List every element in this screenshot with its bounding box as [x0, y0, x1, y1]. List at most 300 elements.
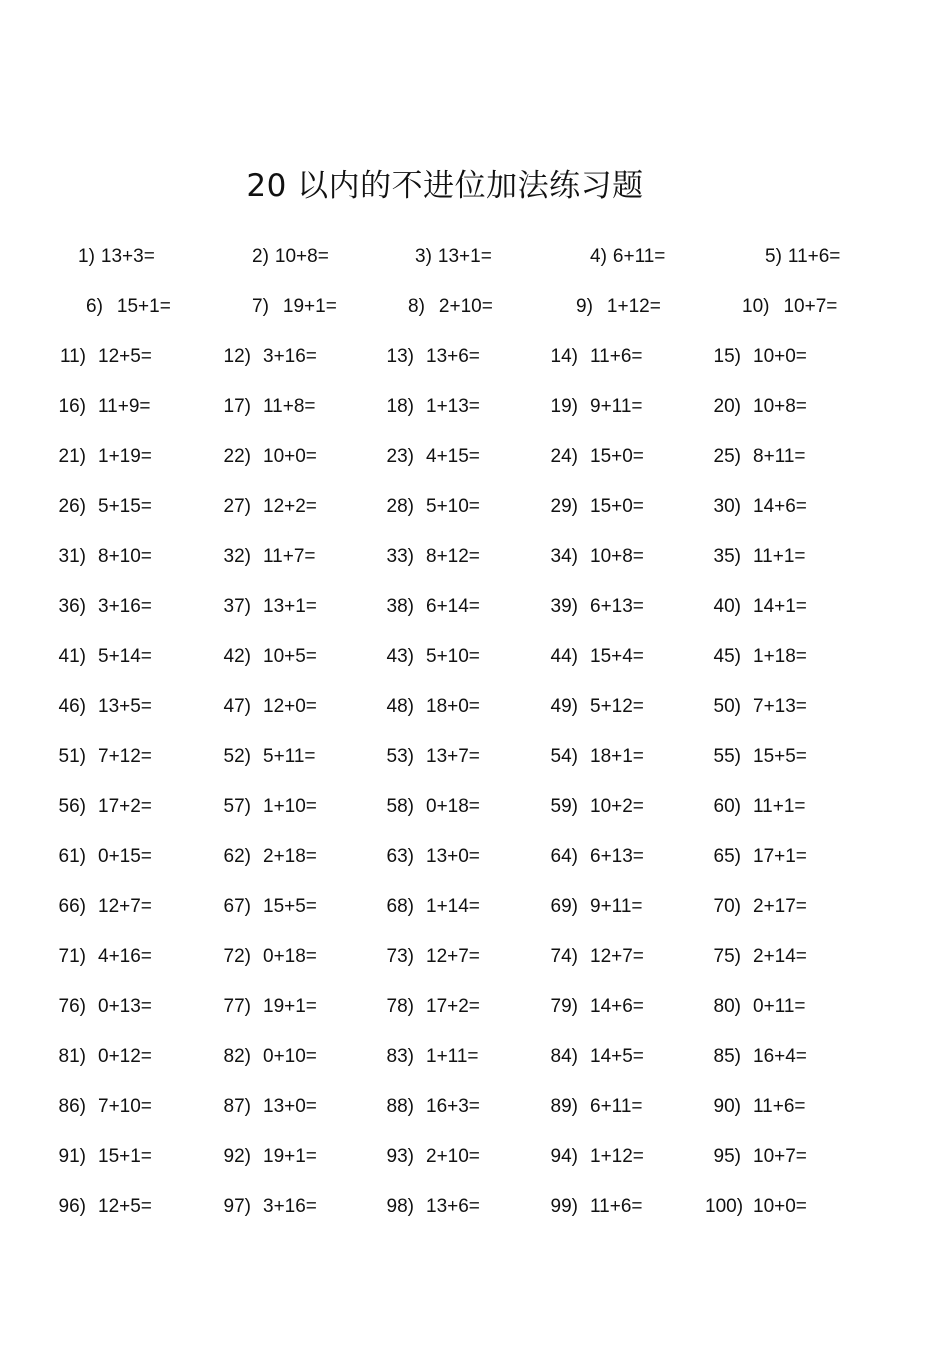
- problem-number: 71): [58, 946, 86, 967]
- problem-item: [705, 590, 807, 624]
- problem-item: [215, 490, 317, 524]
- problem-expression: 9+11=: [590, 396, 643, 417]
- problem-item: [215, 590, 317, 624]
- problem-grid: [0, 240, 950, 1240]
- problem-item: [215, 1090, 317, 1124]
- problem-item: [705, 540, 805, 574]
- problem-item: [378, 840, 480, 874]
- problem-row: [0, 540, 950, 590]
- problem-number: 43): [386, 646, 414, 667]
- problem-number: 100): [705, 1196, 744, 1217]
- problem-expression: 15+5=: [263, 896, 317, 917]
- problem-number: 57): [223, 796, 251, 817]
- problem-expression: 3+16=: [263, 1196, 317, 1217]
- problem-item: [50, 390, 150, 424]
- problem-item: [78, 240, 155, 274]
- problem-expression: 5+10=: [426, 646, 480, 667]
- problem-number: 3): [415, 246, 432, 267]
- problem-number: 4): [590, 246, 607, 267]
- problem-number: 77): [223, 996, 251, 1017]
- problem-row: [0, 290, 950, 340]
- problem-item: [50, 690, 152, 724]
- problem-number: 64): [550, 846, 578, 867]
- problem-expression: 13+1=: [437, 246, 492, 267]
- problem-expression: 6+11=: [590, 1096, 643, 1117]
- problem-item: [378, 990, 480, 1024]
- problem-row: [0, 1190, 950, 1240]
- problem-expression: 15+1=: [116, 296, 171, 317]
- problem-expression: 1+18=: [753, 646, 807, 667]
- problem-item: [50, 790, 152, 824]
- problem-number: 26): [58, 496, 86, 517]
- problem-item: [542, 390, 642, 424]
- problem-item: [378, 540, 480, 574]
- problem-expression: 15+4=: [590, 646, 644, 667]
- problem-number: 85): [713, 1046, 741, 1067]
- problem-expression: 12+7=: [590, 946, 644, 967]
- problem-number: 23): [386, 446, 414, 467]
- problem-number: 16): [58, 396, 86, 417]
- problem-number: 35): [713, 546, 741, 567]
- problem-number: 49): [550, 696, 578, 717]
- problem-number: 56): [58, 796, 86, 817]
- problem-expression: 8+11=: [753, 446, 806, 467]
- problem-expression: 12+0=: [263, 696, 317, 717]
- problem-expression: 8+12=: [426, 546, 480, 567]
- problem-number: 2): [252, 246, 269, 267]
- problem-number: 87): [223, 1096, 251, 1117]
- problem-expression: 11+6=: [590, 346, 643, 367]
- problem-row: [0, 740, 950, 790]
- problem-item: [50, 990, 152, 1024]
- problem-expression: 11+8=: [263, 396, 316, 417]
- problem-row: [0, 890, 950, 940]
- problem-item: [705, 740, 807, 774]
- problem-expression: 11+6=: [590, 1196, 643, 1217]
- problem-number: 41): [58, 646, 86, 667]
- problem-expression: 6+13=: [590, 846, 644, 867]
- problem-row: [0, 340, 950, 390]
- problem-number: 24): [550, 446, 578, 467]
- problem-number: 46): [58, 696, 86, 717]
- problem-item: [542, 440, 644, 474]
- problem-expression: 0+18=: [426, 796, 480, 817]
- problem-item: [765, 240, 840, 274]
- problem-expression: 6+14=: [426, 596, 480, 617]
- problem-number: 48): [386, 696, 414, 717]
- problem-item: [576, 290, 661, 324]
- problem-item: [50, 890, 152, 924]
- problem-expression: 11+9=: [98, 396, 151, 417]
- problem-number: 52): [223, 746, 251, 767]
- problem-expression: 13+0=: [263, 1096, 317, 1117]
- problem-item: [542, 640, 644, 674]
- problem-item: [378, 440, 480, 474]
- problem-item: [50, 840, 152, 874]
- problem-item: [705, 940, 807, 974]
- problem-number: 95): [713, 1146, 741, 1167]
- problem-item: [252, 290, 337, 324]
- problem-item: [705, 690, 807, 724]
- problem-item: [50, 440, 152, 474]
- problem-number: 96): [58, 1196, 86, 1217]
- problem-row: [0, 840, 950, 890]
- problem-expression: 13+5=: [98, 696, 152, 717]
- problem-number: 93): [386, 1146, 414, 1167]
- problem-expression: 10+8=: [753, 396, 807, 417]
- problem-expression: 15+0=: [590, 496, 644, 517]
- problem-number: 58): [386, 796, 414, 817]
- problem-item: [215, 740, 315, 774]
- problem-number: 32): [223, 546, 251, 567]
- problem-expression: 10+5=: [263, 646, 317, 667]
- problem-expression: 1+14=: [426, 896, 480, 917]
- problem-expression: 0+13=: [98, 996, 152, 1017]
- problem-number: 17): [223, 396, 251, 417]
- problem-item: [705, 340, 807, 374]
- problem-expression: 5+11=: [263, 746, 316, 767]
- problem-item: [50, 1090, 152, 1124]
- problem-item: [542, 990, 644, 1024]
- problem-item: [705, 1040, 807, 1074]
- problem-row: [0, 390, 950, 440]
- problem-row: [0, 1040, 950, 1090]
- problem-number: 31): [58, 546, 86, 567]
- problem-number: 39): [550, 596, 578, 617]
- problem-item: [215, 640, 317, 674]
- problem-expression: 13+6=: [426, 346, 480, 367]
- problem-item: [542, 1040, 644, 1074]
- problem-item: [408, 290, 493, 324]
- problem-item: [378, 940, 480, 974]
- problem-item: [50, 940, 152, 974]
- problem-expression: 6+13=: [590, 596, 644, 617]
- problem-number: 34): [550, 546, 578, 567]
- problem-item: [378, 740, 480, 774]
- problem-number: 73): [386, 946, 414, 967]
- problem-item: [215, 690, 317, 724]
- problem-number: 61): [58, 846, 86, 867]
- problem-expression: 11+7=: [263, 546, 316, 567]
- problem-number: 54): [550, 746, 578, 767]
- problem-number: 90): [713, 1096, 741, 1117]
- problem-number: 60): [713, 796, 741, 817]
- problem-expression: 2+10=: [426, 1146, 480, 1167]
- problem-item: [542, 1090, 642, 1124]
- problem-item: [542, 790, 644, 824]
- problem-expression: 2+10=: [438, 296, 493, 317]
- problem-number: 6): [86, 296, 103, 317]
- problem-expression: 11+1=: [753, 546, 806, 567]
- problem-item: [705, 1090, 805, 1124]
- problem-item: [542, 690, 644, 724]
- problem-number: 83): [386, 1046, 414, 1067]
- problem-item: [215, 790, 317, 824]
- problem-number: 88): [386, 1096, 414, 1117]
- problem-number: 20): [713, 396, 741, 417]
- problem-expression: 16+3=: [426, 1096, 480, 1117]
- problem-expression: 12+5=: [98, 1196, 152, 1217]
- problem-expression: 7+10=: [98, 1096, 152, 1117]
- problem-expression: 5+15=: [98, 496, 152, 517]
- problem-expression: 0+15=: [98, 846, 152, 867]
- problem-row: [0, 940, 950, 990]
- problem-expression: 19+1=: [282, 296, 337, 317]
- problem-expression: 13+0=: [426, 846, 480, 867]
- problem-item: [378, 690, 480, 724]
- problem-expression: 11+6=: [787, 246, 841, 267]
- problem-number: 74): [550, 946, 578, 967]
- problem-expression: 13+3=: [100, 246, 155, 267]
- problem-number: 5): [765, 246, 782, 267]
- problem-expression: 10+0=: [753, 1196, 807, 1217]
- problem-number: 76): [58, 996, 86, 1017]
- problem-number: 53): [386, 746, 414, 767]
- problem-expression: 10+7=: [783, 296, 838, 317]
- problem-number: 38): [386, 596, 414, 617]
- problem-item: [705, 1190, 807, 1224]
- problem-expression: 18+0=: [426, 696, 480, 717]
- problem-expression: 17+2=: [98, 796, 152, 817]
- problem-number: 89): [550, 1096, 578, 1117]
- problem-expression: 11+1=: [753, 796, 806, 817]
- problem-expression: 10+2=: [590, 796, 644, 817]
- problem-row: [0, 490, 950, 540]
- problem-expression: 15+1=: [98, 1146, 152, 1167]
- problem-item: [378, 640, 480, 674]
- problem-expression: 11+6=: [753, 1096, 806, 1117]
- problem-number: 67): [223, 896, 251, 917]
- problem-expression: 1+12=: [590, 1146, 644, 1167]
- problem-number: 11): [59, 346, 86, 367]
- problem-item: [378, 490, 480, 524]
- problem-expression: 0+18=: [263, 946, 317, 967]
- problem-item: [542, 340, 642, 374]
- problem-item: [542, 490, 644, 524]
- problem-item: [542, 940, 644, 974]
- problem-expression: 0+11=: [753, 996, 806, 1017]
- problem-number: 69): [550, 896, 578, 917]
- problem-number: 63): [386, 846, 414, 867]
- problem-expression: 16+4=: [753, 1046, 807, 1067]
- page-title: 20 以内的不进位加法练习题: [246, 168, 644, 204]
- problem-item: [705, 890, 807, 924]
- problem-item: [378, 1040, 478, 1074]
- problem-number: 72): [223, 946, 251, 967]
- problem-item: [215, 1040, 317, 1074]
- problem-item: [378, 590, 480, 624]
- problem-expression: 7+12=: [98, 746, 152, 767]
- problem-expression: 19+1=: [263, 1146, 317, 1167]
- problem-item: [50, 340, 152, 374]
- problem-expression: 13+7=: [426, 746, 480, 767]
- problem-expression: 12+2=: [263, 496, 317, 517]
- problem-number: 21): [58, 446, 86, 467]
- problem-item: [378, 790, 480, 824]
- problem-item: [378, 1190, 480, 1224]
- problem-item: [50, 540, 152, 574]
- problem-expression: 14+5=: [590, 1046, 644, 1067]
- problem-expression: 1+12=: [606, 296, 661, 317]
- problem-number: 10): [742, 296, 770, 317]
- problem-item: [542, 890, 642, 924]
- problem-item: [215, 340, 317, 374]
- problem-number: 36): [58, 596, 86, 617]
- problem-item: [705, 840, 807, 874]
- problem-item: [50, 1190, 152, 1224]
- problem-item: [50, 490, 152, 524]
- problem-number: 42): [223, 646, 251, 667]
- problem-item: [705, 1140, 807, 1174]
- problem-number: 33): [386, 546, 414, 567]
- problem-item: [215, 990, 317, 1024]
- problem-expression: 6+11=: [612, 246, 666, 267]
- problem-item: [705, 440, 805, 474]
- problem-item: [542, 540, 644, 574]
- problem-number: 59): [550, 796, 578, 817]
- problem-item: [705, 640, 807, 674]
- problem-number: 80): [713, 996, 741, 1017]
- problem-expression: 3+16=: [98, 596, 152, 617]
- problem-number: 13): [386, 346, 414, 367]
- problem-item: [415, 240, 492, 274]
- problem-item: [215, 540, 315, 574]
- problem-number: 98): [386, 1196, 414, 1217]
- problem-item: [705, 990, 805, 1024]
- problem-number: 12): [223, 346, 251, 367]
- problem-number: 7): [252, 296, 269, 317]
- problem-number: 37): [223, 596, 251, 617]
- problem-number: 70): [713, 896, 741, 917]
- problem-item: [378, 340, 480, 374]
- problem-item: [50, 1140, 152, 1174]
- problem-expression: 14+6=: [753, 496, 807, 517]
- problem-item: [50, 640, 152, 674]
- problem-expression: 15+0=: [590, 446, 644, 467]
- problem-number: 78): [386, 996, 414, 1017]
- problem-number: 14): [550, 346, 578, 367]
- problem-expression: 1+10=: [263, 796, 317, 817]
- problem-number: 18): [386, 396, 414, 417]
- problem-item: [590, 240, 665, 274]
- problem-number: 30): [713, 496, 741, 517]
- problem-number: 75): [713, 946, 741, 967]
- problem-row: [0, 590, 950, 640]
- problem-row: [0, 1090, 950, 1140]
- problem-expression: 15+5=: [753, 746, 807, 767]
- problem-expression: 12+7=: [426, 946, 480, 967]
- problem-item: [215, 940, 317, 974]
- problem-number: 19): [550, 396, 578, 417]
- problem-expression: 10+8=: [590, 546, 644, 567]
- problem-expression: 19+1=: [263, 996, 317, 1017]
- problem-item: [705, 490, 807, 524]
- problem-item: [742, 290, 837, 324]
- problem-expression: 5+14=: [98, 646, 152, 667]
- problem-number: 99): [550, 1196, 578, 1217]
- problem-number: 92): [223, 1146, 251, 1167]
- problem-number: 29): [550, 496, 578, 517]
- problem-expression: 14+1=: [753, 596, 807, 617]
- problem-number: 97): [223, 1196, 251, 1217]
- problem-expression: 1+13=: [426, 396, 480, 417]
- problem-number: 27): [223, 496, 251, 517]
- problem-item: [542, 840, 644, 874]
- problem-item: [378, 390, 480, 424]
- problem-item: [215, 1140, 317, 1174]
- problem-row: [0, 1140, 950, 1190]
- problem-expression: 17+2=: [426, 996, 480, 1017]
- problem-expression: 5+10=: [426, 496, 480, 517]
- problem-expression: 1+11=: [426, 1046, 479, 1067]
- problem-number: 62): [223, 846, 251, 867]
- problem-item: [215, 1190, 317, 1224]
- problem-number: 50): [713, 696, 741, 717]
- problem-expression: 0+10=: [263, 1046, 317, 1067]
- problem-row: [0, 990, 950, 1040]
- problem-expression: 0+12=: [98, 1046, 152, 1067]
- problem-number: 91): [58, 1146, 86, 1167]
- problem-number: 65): [713, 846, 741, 867]
- problem-number: 94): [550, 1146, 578, 1167]
- problem-item: [50, 1040, 152, 1074]
- problem-item: [542, 590, 644, 624]
- problem-number: 51): [58, 746, 86, 767]
- problem-item: [705, 790, 805, 824]
- problem-expression: 13+6=: [426, 1196, 480, 1217]
- problem-row: [0, 640, 950, 690]
- problem-item: [86, 290, 171, 324]
- problem-expression: 2+18=: [263, 846, 317, 867]
- problem-item: [705, 390, 807, 424]
- problem-expression: 12+5=: [98, 346, 152, 367]
- problem-expression: 2+17=: [753, 896, 807, 917]
- problem-expression: 10+0=: [753, 346, 807, 367]
- problem-expression: 2+14=: [753, 946, 807, 967]
- problem-number: 40): [713, 596, 741, 617]
- problem-row: [0, 790, 950, 840]
- problem-number: 1): [78, 246, 95, 267]
- problem-number: 28): [386, 496, 414, 517]
- problem-number: 79): [550, 996, 578, 1017]
- problem-item: [542, 1140, 644, 1174]
- problem-number: 66): [58, 896, 86, 917]
- problem-expression: 4+16=: [98, 946, 152, 967]
- problem-expression: 10+0=: [263, 446, 317, 467]
- problem-number: 22): [223, 446, 251, 467]
- problem-item: [542, 1190, 642, 1224]
- problem-item: [252, 240, 329, 274]
- problem-number: 68): [386, 896, 414, 917]
- problem-expression: 10+8=: [274, 246, 329, 267]
- problem-item: [215, 890, 317, 924]
- problem-row: [0, 240, 950, 290]
- problem-number: 25): [713, 446, 741, 467]
- problem-number: 82): [223, 1046, 251, 1067]
- problem-expression: 4+15=: [426, 446, 480, 467]
- problem-row: [0, 690, 950, 740]
- problem-item: [378, 1140, 480, 1174]
- problem-number: 55): [713, 746, 741, 767]
- problem-expression: 13+1=: [263, 596, 317, 617]
- problem-number: 15): [713, 346, 741, 367]
- problem-expression: 14+6=: [590, 996, 644, 1017]
- problem-number: 84): [550, 1046, 578, 1067]
- problem-item: [542, 740, 644, 774]
- problem-item: [50, 740, 152, 774]
- problem-expression: 3+16=: [263, 346, 317, 367]
- problem-item: [215, 390, 315, 424]
